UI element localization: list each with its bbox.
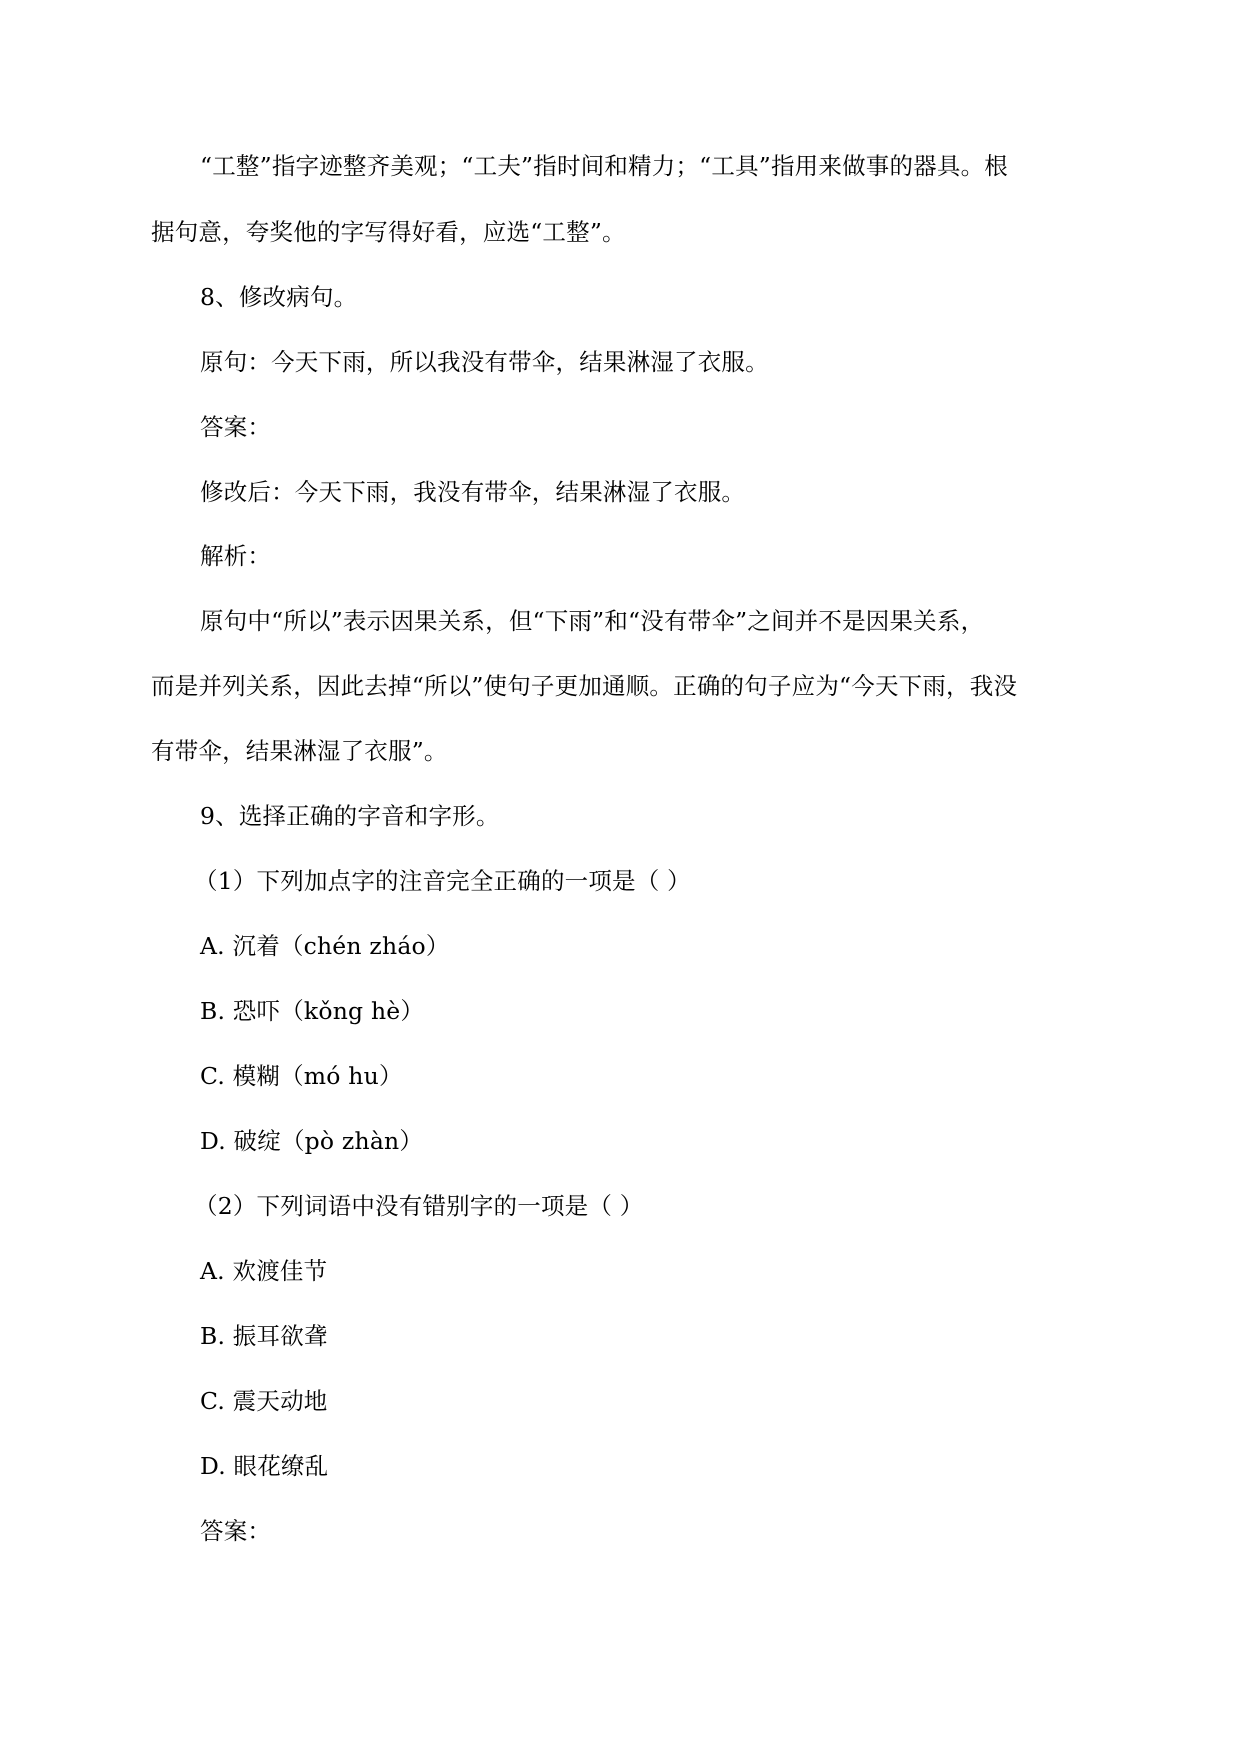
sub-question: （2）下列词语中没有错别字的一项是（ ） [194,1192,644,1220]
paragraph-line: 据句意，夸奖他的字写得好看，应选“工整”。 [151,218,626,246]
option-c: C. 震天动地 [200,1387,328,1415]
paragraph-line: “工整”指字迹整齐美观；“工夫”指时间和精力；“工具”指用来做事的器具。根 [200,152,1008,180]
answer-label: 答案： [200,1517,272,1545]
paragraph-line: 有带伞，结果淋湿了衣服”。 [151,737,448,765]
option-d: D. 眼花缭乱 [200,1452,329,1480]
sub-question: （1）下列加点字的注音完全正确的一项是（ ） [194,867,691,895]
original-sentence: 原句：今天下雨，所以我没有带伞，结果淋湿了衣服。 [200,348,769,376]
option-b: B. 振耳欲聋 [200,1322,328,1350]
question-heading: 9、选择正确的字音和字形。 [200,802,500,830]
paragraph-line: 而是并列关系，因此去掉“所以”使句子更加通顺。正确的句子应为“今天下雨，我没 [151,672,1018,700]
paragraph-line: 原句中“所以”表示因果关系，但“下雨”和“没有带伞”之间并不是因果关系， [200,607,985,635]
question-heading: 8、修改病句。 [200,283,358,311]
analysis-label: 解析： [200,542,272,570]
option-c: C. 模糊（mó hu） [200,1062,403,1090]
option-d: D. 破绽（pò zhàn） [200,1127,424,1155]
option-b: B. 恐吓（kǒng hè） [200,997,425,1025]
answer-label: 答案： [200,413,272,441]
revised-sentence: 修改后：今天下雨，我没有带伞，结果淋湿了衣服。 [200,478,746,506]
option-a: A. 沉着（chén zháo） [200,932,450,960]
option-a: A. 欢渡佳节 [200,1257,328,1285]
